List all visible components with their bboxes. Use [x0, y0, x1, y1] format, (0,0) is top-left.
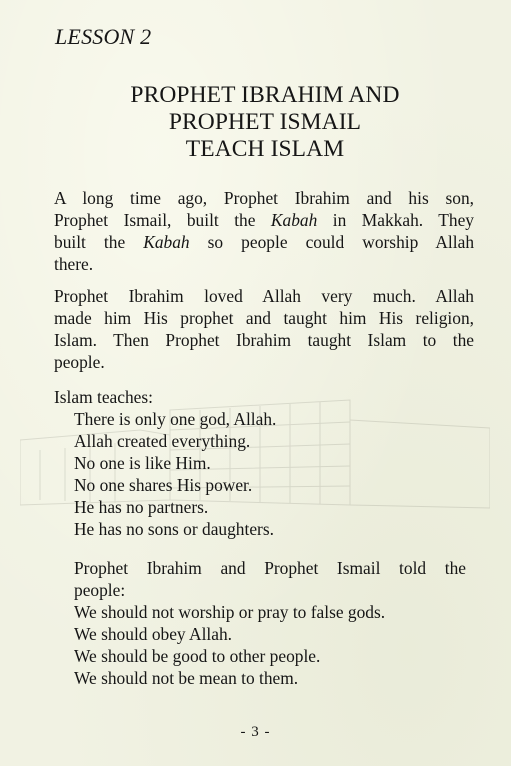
list-item: There is only one god, Allah. [74, 409, 277, 429]
title-line-2: PROPHET ISMAIL [168, 109, 362, 135]
list-item: We should not be mean to them. [74, 668, 299, 688]
teaches-list [54, 408, 474, 540]
paragraph-line: Prophet Ibrahim loved Allah very much. Allah [54, 286, 474, 306]
title-line-3: TEACH ISLAM [185, 136, 345, 162]
paragraph-line: made him His prophet and taught him His religion, [54, 308, 474, 328]
islam-teaches-section [54, 386, 474, 540]
told-intro-line: Prophet Ibrahim and Prophet Ismail told the [74, 558, 466, 578]
list-item: No one shares His power. [74, 475, 253, 495]
paragraph-line: people. [54, 352, 105, 372]
list-item: No one is like Him. [74, 453, 211, 473]
page-number: - 3 - [240, 724, 271, 740]
title-line-1: PROPHET IBRAHIM AND [130, 82, 400, 108]
paragraph-ibrahim [54, 285, 474, 373]
lesson-label: LESSON 2 [55, 24, 152, 49]
list-item: He has no sons or daughters. [74, 519, 274, 539]
kabah-term: Kabah [270, 210, 318, 230]
told-intro-line: people: [74, 580, 126, 600]
lesson-title [60, 82, 470, 163]
kabah-term: Kabah [143, 232, 190, 252]
lesson-body [54, 187, 474, 540]
paragraph-kabah [54, 187, 474, 275]
told-list [74, 601, 466, 689]
teaches-intro: Islam teaches: [54, 387, 153, 407]
paragraph-line: built the Kabah so people could worship Allah [54, 232, 475, 252]
paragraph-line: Prophet Ismail, built the Kabah in Makkah. They [54, 210, 474, 230]
list-item: We should be good to other people. [74, 646, 321, 666]
list-item: We should not worship or pray to false gods. [74, 602, 386, 622]
paragraph-line: there. [54, 254, 94, 274]
list-item: We should obey Allah. [74, 624, 232, 644]
list-item: He has no partners. [74, 497, 209, 517]
prophets-told-section [74, 557, 466, 689]
paragraph-line: A long time ago, Prophet Ibrahim and his son, [54, 188, 474, 208]
paragraph-line: Islam. Then Prophet Ibrahim taught Islam to the [54, 330, 474, 350]
list-item: Allah created everything. [74, 431, 251, 451]
